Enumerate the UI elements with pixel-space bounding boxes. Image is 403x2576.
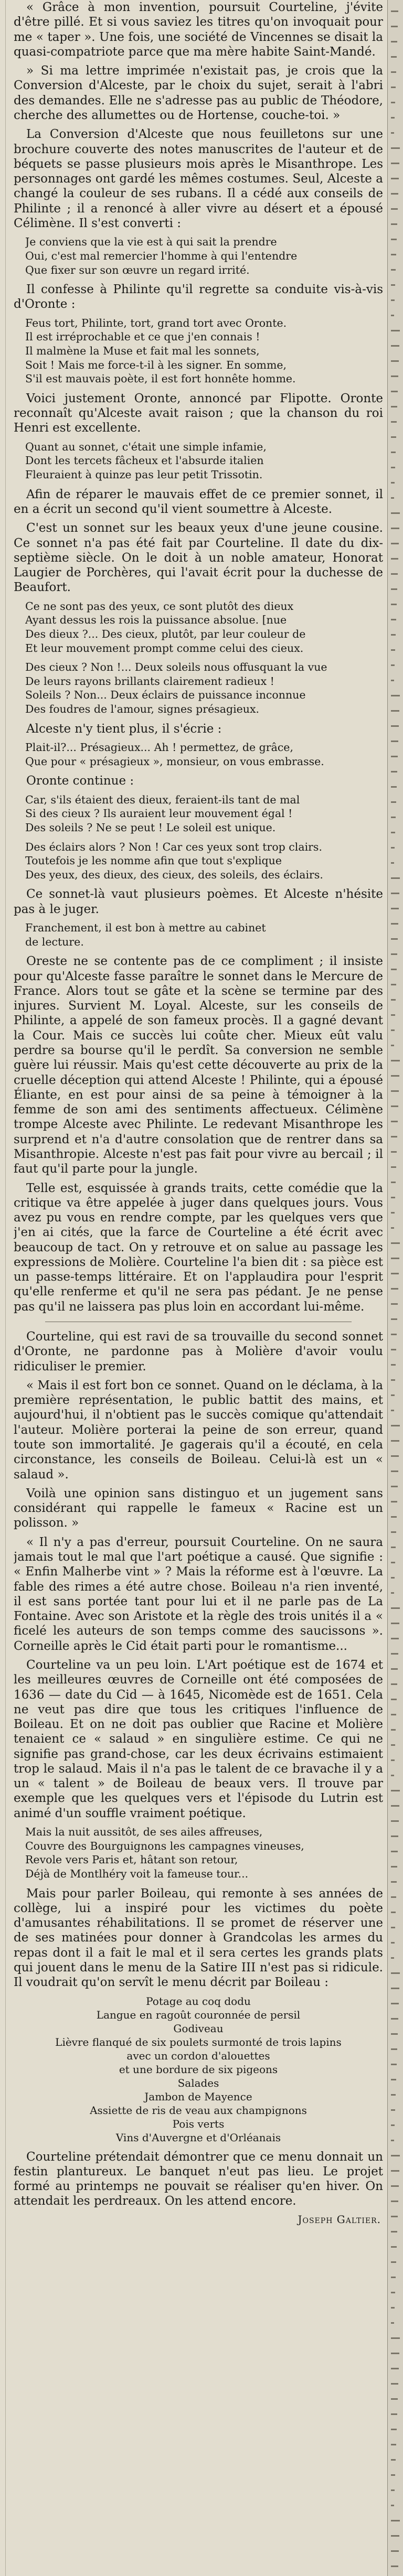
adjacent-text-fragment — [391, 877, 400, 879]
adjacent-text-fragment — [391, 1699, 397, 1700]
adjacent-text-fragment — [391, 1242, 400, 1244]
article-paragraph: Courteline, qui est ravi de sa trouvaille du second sonnet d'Oronte, ne pardonne pas à Molière d'avoir voulu ridiculiser le premier. — [14, 1330, 383, 1373]
adjacent-text-fragment — [391, 999, 396, 1001]
adjacent-text-fragment — [391, 1683, 397, 1685]
adjacent-text-fragment — [391, 223, 397, 225]
adjacent-text-fragment — [391, 330, 400, 331]
adjacent-text-fragment — [391, 1881, 397, 1883]
adjacent-text-fragment — [391, 391, 398, 392]
adjacent-text-fragment — [391, 87, 396, 88]
adjacent-text-fragment — [391, 528, 399, 529]
adjacent-text-fragment — [391, 1394, 395, 1396]
verse-line: Il est irréprochable et ce que j'en connais ! — [25, 330, 260, 344]
adjacent-text-fragment — [391, 406, 397, 407]
adjacent-text-fragment — [391, 1288, 398, 1290]
verse-line: Feus tort, Philinte, tort, grand tort avec Oronte. — [25, 316, 287, 329]
adjacent-text-fragment — [391, 2550, 399, 2552]
adjacent-text-fragment — [391, 2033, 398, 2035]
adjacent-text-fragment — [391, 1836, 398, 1837]
adjacent-text-fragment — [391, 239, 397, 240]
verse-line: Couvre des Bourguignons les campagnes vineuses, — [25, 1839, 304, 1852]
adjacent-text-fragment — [391, 1212, 395, 1214]
adjacent-text-fragment — [391, 1775, 394, 1776]
adjacent-text-fragment — [391, 1182, 396, 1183]
adjacent-text-fragment — [391, 1197, 395, 1198]
article-paragraph: Mais pour parler Boileau, qui remonte à ses années de collège, lui a inspiré pour les victimes du poète d'amusantes réhabilitations. Il se promet de réserver une de ses matinées pour donner à Grandcolas les armes du repas dont il a fait le mal et il sera certes les grands plats qui jouent dans le menu de la Satire III n'est pas si ridicule. Il voudrait qu'on servît le menu décrit par Boileau : — [14, 1886, 383, 1990]
menu-item: Godiveau — [173, 2022, 224, 2035]
adjacent-text-fragment — [391, 680, 394, 681]
adjacent-text-fragment — [391, 452, 396, 453]
verse-quote — [14, 793, 383, 882]
verse-quote — [14, 740, 383, 768]
adjacent-text-fragment — [391, 1227, 394, 1229]
adjacent-text-fragment — [391, 938, 398, 940]
adjacent-text-fragment — [391, 786, 397, 788]
verse-quote — [14, 235, 383, 277]
adjacent-text-fragment — [391, 1653, 398, 1655]
author-signature: Joseph Galtier. — [298, 2213, 381, 2226]
adjacent-text-fragment — [391, 360, 399, 362]
adjacent-text-fragment — [391, 1486, 398, 1487]
verse-line: Mais la nuit aussitôt, de ses ailes affreuses, — [25, 1826, 263, 1839]
article-paragraph: C'est un sonnet sur les beaux yeux d'une jeune cousine. Ce sonnet n'a pas été fait par Courteline. Il date du dix-septième siècle. On le doit à un noble amateur, Honorat Laugier de Porchères, qui l'avait écrit pour la duchesse de Beaufort. — [14, 521, 383, 595]
adjacent-text-fragment — [391, 1805, 399, 1807]
adjacent-text-fragment — [391, 2018, 398, 2020]
article-paragraph: La Conversion d'Alceste que nous feuilletons sur une brochure couverte des notes manuscrites de l'auteur et de béquets se passe plusieurs mois après le Misanthrope. Les personnages ont gardé les mêmes costumes. Seul, Alceste a changé la couleur de ses rubans. Il a cédé aux conseils de Philinte ; il a renoncé à aller vivre au désert et a épousé Célimène. Il s'est converti : — [14, 127, 383, 230]
adjacent-text-fragment — [391, 1957, 394, 1959]
adjacent-text-fragment — [391, 771, 397, 772]
adjacent-text-fragment — [391, 558, 398, 560]
verse-line: Je conviens que la vie est à qui sait la prendre — [25, 235, 277, 249]
adjacent-text-fragment — [391, 1547, 396, 1548]
adjacent-text-fragment — [391, 1029, 395, 1031]
verse-line: Des yeux, des dieux, des cieux, des soleils, des éclairs. — [25, 868, 323, 881]
article-paragraph: Il confesse à Philinte qu'il regrette sa conduite vis-à-vis d'Oronte : — [14, 283, 383, 312]
menu-item: Assiette de ris de veau aux champignons — [90, 2103, 307, 2117]
adjacent-text-fragment — [391, 2474, 395, 2476]
adjacent-text-fragment — [391, 56, 397, 58]
adjacent-text-fragment — [391, 1303, 398, 1305]
adjacent-text-fragment — [391, 2337, 400, 2339]
adjacent-text-fragment — [391, 315, 394, 316]
adjacent-text-fragment — [391, 604, 397, 605]
adjacent-text-fragment — [391, 1014, 395, 1016]
adjacent-column-edge — [387, 0, 403, 2576]
adjacent-text-fragment — [391, 1364, 396, 1366]
adjacent-text-fragment — [391, 2566, 398, 2567]
adjacent-text-fragment — [391, 893, 399, 894]
adjacent-text-fragment — [391, 269, 396, 271]
adjacent-text-fragment — [391, 2307, 395, 2309]
verse-line: Des dieux ?... Des cieux, plutôt, par leur couleur de — [25, 627, 306, 640]
adjacent-text-fragment — [391, 2368, 399, 2369]
adjacent-text-fragment — [391, 10, 398, 12]
adjacent-text-fragment — [391, 1425, 400, 1426]
adjacent-text-fragment — [391, 953, 397, 955]
adjacent-text-fragment — [391, 147, 400, 149]
menu-item: Potage au coq dodu — [146, 1994, 251, 2008]
adjacent-text-fragment — [391, 208, 398, 210]
article-paragraph: Telle est, esquissée à grands traits, cette comédie que la critique va être appelée à juger dans quelques jours. Vous avez pu vous en rendre compte, par les quelques vers que j'en ai cités, que la farce de Courteline a été écrit avec beaucoup de tact. On y retrouve et on salue au passage les expressions de Molière. Courteline l'a bien dit : sa pièce est un passe-temps littéraire. Et on l'applaudira pour l'esprit qu'elle renferme et qu'il ne sera pas pédant. Je ne pense pas qu'il ne laissera pas plus loin en accordant lui-même. — [14, 1181, 383, 1314]
article-paragraph: Oronte continue : — [26, 774, 134, 788]
adjacent-text-fragment — [391, 2277, 396, 2278]
adjacent-text-fragment — [391, 254, 396, 255]
adjacent-text-fragment — [391, 512, 400, 514]
verse-quote — [14, 599, 383, 716]
verse-quote — [14, 921, 383, 949]
adjacent-text-fragment — [391, 467, 395, 468]
adjacent-text-fragment — [391, 695, 400, 696]
verse-line: Revole vers Paris et, hâtant son retour, — [25, 1853, 238, 1866]
adjacent-text-fragment — [391, 1151, 397, 1153]
adjacent-text-fragment — [391, 710, 399, 712]
adjacent-text-fragment — [391, 2459, 396, 2461]
adjacent-text-fragment — [391, 1562, 395, 1563]
verse-line: Des soleils ? Ne se peut ! Le soleil est unique. — [25, 821, 276, 834]
verse-line: Des éclairs alors ? Non ! Car ces yeux sont trop clairs. — [25, 840, 322, 853]
adjacent-text-fragment — [391, 1531, 396, 1533]
menu-item: et une bordure de six pigeons — [119, 2063, 278, 2076]
adjacent-text-fragment — [391, 2261, 396, 2263]
article-paragraph: Voilà une opinion sans distinguo et un jugement sans considérant qui rappelle le fameux « Racine est un polisson. » — [14, 1486, 383, 1530]
adjacent-text-fragment — [391, 1729, 396, 1731]
adjacent-text-fragment — [391, 862, 394, 864]
adjacent-text-fragment — [391, 2216, 398, 2217]
adjacent-text-fragment — [391, 1638, 399, 1639]
verse-line: Franchement, il est bon à mettre au cabinet — [25, 921, 266, 935]
adjacent-text-fragment — [391, 817, 396, 818]
adjacent-text-fragment — [391, 1972, 400, 1974]
article-column — [14, 0, 383, 2576]
adjacent-text-fragment — [391, 1471, 398, 1472]
adjacent-text-fragment — [391, 1927, 395, 1928]
verse-line: Si des cieux ? Ils auraient leur mouvement égal ! — [25, 807, 293, 820]
adjacent-text-fragment — [391, 132, 394, 134]
adjacent-text-fragment — [391, 2048, 397, 2050]
verse-line: Fleuraient à quinze pas leur petit Trissotin. — [25, 468, 263, 481]
article-paragraph: » Si ma lettre imprimée n'existait pas, je crois que la Conversion d'Alceste, par le choix du sujet, serait à l'abri des demandes. Elle ne s'adresse pas au public de Théodore, cherche des allumettes ou de Hortense, couche-toi. » — [14, 64, 383, 122]
adjacent-text-fragment — [391, 1075, 399, 1077]
adjacent-text-fragment — [391, 984, 396, 985]
article-paragraph: « Grâce à mon invention, poursuit Courteline, j'évite d'être pillé. Et si vous saviez les titres qu'on invoquait pour me « taper ». Une fois, une société de Vincennes se disait la quasi-compatriote parce que ma mère habite Saint-Mandé. — [14, 1, 383, 59]
adjacent-text-fragment — [391, 284, 395, 286]
adjacent-text-fragment — [391, 345, 399, 347]
menu-list — [14, 1994, 383, 2144]
verse-quote — [14, 316, 383, 386]
adjacent-text-fragment — [391, 2094, 396, 2096]
adjacent-text-fragment — [391, 2124, 395, 2126]
verse-line: S'il est mauvais poète, il est fort honnête homme. — [25, 372, 296, 385]
adjacent-text-fragment — [391, 2444, 396, 2445]
adjacent-text-fragment — [391, 969, 397, 970]
adjacent-text-fragment — [391, 1334, 397, 1335]
adjacent-text-fragment — [391, 2322, 394, 2324]
adjacent-text-fragment — [391, 1592, 394, 1594]
menu-item: avec un cordon d'alouettes — [126, 2049, 270, 2062]
article-paragraph: Ce sonnet-là vaut plusieurs poèmes. Et Alceste n'hésite pas à le juger. — [14, 887, 383, 916]
adjacent-text-fragment — [391, 497, 394, 499]
adjacent-text-fragment — [391, 178, 399, 179]
adjacent-text-fragment — [391, 740, 398, 742]
adjacent-text-fragment — [391, 2505, 394, 2506]
verse-line: de lecture. — [25, 935, 84, 948]
adjacent-text-fragment — [391, 1258, 399, 1259]
adjacent-text-fragment — [391, 163, 399, 164]
adjacent-text-fragment — [391, 1090, 399, 1092]
adjacent-text-fragment — [391, 2155, 400, 2156]
adjacent-text-fragment — [391, 832, 395, 833]
adjacent-text-fragment — [391, 2398, 398, 2400]
verse-line: Des foudres de l'amour, signes présagieux. — [25, 703, 260, 716]
verse-line: Ce ne sont pas des yeux, ce sont plutôt des dieux — [25, 599, 294, 613]
adjacent-text-fragment — [391, 2170, 399, 2172]
adjacent-text-fragment — [391, 1714, 396, 1715]
adjacent-text-fragment — [391, 2246, 397, 2248]
adjacent-text-fragment — [391, 573, 398, 575]
adjacent-text-fragment — [391, 2201, 398, 2202]
adjacent-text-fragment — [391, 2429, 397, 2430]
adjacent-text-fragment — [391, 41, 397, 42]
adjacent-text-fragment — [391, 634, 396, 636]
adjacent-text-fragment — [391, 1988, 399, 1989]
adjacent-text-fragment — [391, 847, 395, 849]
menu-item: Salades — [177, 2076, 219, 2089]
adjacent-text-fragment — [391, 71, 396, 73]
adjacent-text-fragment — [391, 2140, 394, 2141]
adjacent-text-fragment — [391, 2520, 400, 2521]
verse-line: Toutefois je les nomme afin que tout s'explique — [25, 854, 282, 867]
adjacent-text-fragment — [391, 2489, 395, 2491]
verse-line: Des cieux ? Non !... Deux soleils nous offusquant la vue — [25, 661, 327, 674]
adjacent-text-fragment — [391, 1759, 395, 1761]
adjacent-text-fragment — [391, 1896, 396, 1898]
adjacent-text-fragment — [391, 725, 399, 727]
adjacent-text-fragment — [391, 1744, 395, 1746]
adjacent-text-fragment — [391, 908, 399, 909]
adjacent-text-fragment — [391, 102, 395, 103]
verse-line: Oui, c'est mal remercier l'homme à qui l'entendre — [25, 249, 298, 262]
verse-line — [25, 655, 383, 660]
adjacent-text-fragment — [391, 1440, 399, 1442]
column-rule — [5, 0, 6, 2576]
adjacent-text-fragment — [391, 1136, 397, 1137]
article-paragraph: « Mais il est fort bon ce sonnet. Quand on le déclama, à la première représentation, le public battit des mains, et aujourd'hui, il n'obtient pas le succès comique qu'attendait l'auteur. Molière porterai la peine de son erreur, quand toute son immortalité. Je gagerais qu'il a écouté, en cela circonstance, les conseils de Boileau. Celui-là est un « salaud ». — [14, 1378, 383, 1482]
adjacent-text-fragment — [391, 2231, 397, 2232]
adjacent-text-fragment — [391, 1623, 399, 1624]
adjacent-text-fragment — [391, 756, 398, 757]
verse-line: De leurs rayons brillants clairement radieux ! — [25, 674, 274, 688]
adjacent-text-fragment — [391, 1060, 400, 1061]
adjacent-text-fragment — [391, 649, 395, 651]
verse-line: Déjà de Montlhéry voit la fameuse tour... — [25, 1867, 249, 1880]
adjacent-text-fragment — [391, 2292, 395, 2293]
verse-line: Que fixer sur son œuvre un regard irrité. — [25, 263, 250, 276]
adjacent-text-fragment — [391, 801, 396, 803]
adjacent-text-fragment — [391, 1166, 396, 1168]
verse-line: Car, s'ils étaient des dieux, feraient-ils tant de mal — [25, 793, 300, 806]
adjacent-text-fragment — [391, 2109, 395, 2111]
verse-line: Quant au sonnet, c'était une simple infamie, — [25, 440, 267, 453]
menu-item: Lièvre flanqué de six poulets surmonté de trois lapins — [55, 2035, 342, 2048]
adjacent-text-fragment — [391, 1105, 398, 1107]
menu-item: Pois verts — [172, 2117, 225, 2130]
adjacent-text-fragment — [391, 421, 397, 423]
adjacent-text-fragment — [391, 26, 398, 27]
menu-item: Langue en ragoût couronnée de persil — [96, 2008, 301, 2021]
verse-line: Ayant dessus les rois la puissance absolue. [nue — [25, 614, 287, 627]
adjacent-text-fragment — [391, 1942, 395, 1944]
adjacent-text-fragment — [391, 2383, 398, 2385]
adjacent-text-fragment — [391, 2535, 399, 2537]
adjacent-text-fragment — [391, 543, 399, 544]
article-paragraph: Courteline prétendait démontrer que ce menu donnait un festin plantureux. Le banquet n'eut pas lieu. Le projet formé au printemps ne pouvait se réaliser qu'en hiver. On attendait les perdreaux. On les attend encore. — [14, 2150, 383, 2208]
verse-line: Dont les tercets fâcheux et l'absurde italien — [25, 454, 264, 467]
adjacent-text-fragment — [391, 2413, 397, 2415]
adjacent-text-fragment — [391, 1668, 398, 1670]
menu-item: Jambon de Mayence — [144, 2090, 252, 2103]
adjacent-text-fragment — [391, 1820, 399, 1822]
menu-item: Vins d'Auvergne et d'Orléanais — [115, 2131, 281, 2144]
adjacent-text-fragment — [391, 299, 395, 301]
article-paragraph: Courteline va un peu loin. L'Art poétique est de 1674 et les meilleures œuvres de Corneille ont été composées de 1636 — date du Cid — à 1645, Nicomède est de 1651. Cela ne veut pas dire que tous les critiques l'influence de Boileau. Et on ne doit pas oublier que Racine et Molière tenaient ce « salaud » en singulière estime. Ce qui ne signifie pas grand-chose, car les deux écrivains estimaient trop le salaud. Mais il n'a pas le talent de ce bravache il y a un « talent » de Boileau de beaux vers. Il trouve par exemple que les quelques vers et l'épisode du Lutrin est animé d'un souffle vraiment poétique. — [14, 1658, 383, 1820]
adjacent-text-fragment — [391, 2185, 399, 2187]
adjacent-text-fragment — [391, 2353, 399, 2354]
adjacent-text-fragment — [391, 619, 396, 620]
adjacent-text-fragment — [391, 1912, 396, 1913]
adjacent-text-fragment — [391, 1851, 398, 1852]
adjacent-text-fragment — [391, 1455, 399, 1457]
adjacent-text-fragment — [391, 588, 397, 590]
adjacent-text-fragment — [391, 2064, 397, 2065]
adjacent-text-fragment — [391, 1273, 399, 1274]
adjacent-text-fragment — [391, 1516, 397, 1518]
article-paragraph: Voici justement Oronte, annoncé par Flipotte. Oronte reconnaît qu'Alceste avait raison ; que la chanson du roi Henri est excellente. — [14, 391, 383, 435]
adjacent-text-fragment — [391, 923, 398, 925]
adjacent-text-fragment — [391, 1410, 394, 1411]
adjacent-text-fragment — [391, 1607, 400, 1609]
adjacent-text-fragment — [391, 1790, 400, 1791]
adjacent-text-fragment — [391, 117, 395, 119]
verse-line: Soit ! Mais me force-t-il à les signer. En somme, — [25, 358, 287, 371]
adjacent-text-fragment — [391, 193, 398, 195]
verse-line: Que pour « présagieux », monsieur, on vous embrasse. — [25, 755, 324, 768]
article-paragraph: « Il n'y a pas d'erreur, poursuit Courteline. On ne saura jamais tout le mal que l'art poétique a causé. Que signifie : « Enfin Malherbe vint » ? Mais la réforme est à l'œuvre. La fable des rimes a été autre chose. Boileau n'a rien inventé, il est sans portée tant pour lui et il ne parle pas de La Fontaine. Avec son Aristote et la règle des trois unités il a « ficelé les auteurs de son temps comme des saucissons ». Corneille après le Cid était parti pour le romantisme... — [14, 1535, 383, 1653]
verse-line: Soleils ? Non... Deux éclairs de puissance inconnue — [25, 689, 306, 702]
verse-line: Il malmène la Muse et fait mal les sonnets, — [25, 344, 260, 357]
article-paragraph: Afin de réparer le mauvais effet de ce premier sonnet, il en a écrit un second qu'il vient soumettre à Alceste. — [14, 487, 383, 516]
adjacent-text-fragment — [391, 436, 396, 438]
adjacent-text-fragment — [391, 664, 395, 666]
adjacent-text-fragment — [391, 1318, 397, 1320]
verse-line — [25, 835, 383, 840]
adjacent-text-fragment — [391, 1379, 395, 1381]
verse-quote — [14, 440, 383, 482]
adjacent-text-fragment — [391, 2079, 396, 2080]
article-paragraph: Alceste n'y tient plus, il s'écrie : — [26, 722, 222, 736]
verse-line: Plait-il?... Présagieux... Ah ! permettez, de grâce, — [25, 741, 293, 754]
article-paragraph: Oreste ne se contente pas de ce compliment ; il insiste pour qu'Alceste fasse paraître le sonnet dans le Mercure de France. Alors tout se gâte et la scène se termine par des injures. Survient M. Loyal. Alceste, sur les conseils de Philinte, a appelé de son fameux procès. Il a gagné devant la Cour. Mais ce succès lui coûte cher. Mieux eût valu perdre sa bourse qu'il le perdît. Sa conversion ne semble guère lui réussir. Mais qu'est cette découverte au prix de la cruelle déception qui attend Alceste ! Philinte, qui a épousé Éliante, en est pour ainsi de sa peine à témoigner à la femme de son ami des sentiments affectueux. Célimène trompe Alceste avec Philinte. Le redevant Misanthrope les surprend et n'a d'autre consolation que de rentrer dans sa Misanthropie. Alceste n'est pas fait pour vivre au bercail ; il faut qu'il parte pour la jungle. — [14, 954, 383, 1176]
adjacent-text-fragment — [391, 1045, 394, 1046]
adjacent-text-fragment — [391, 375, 398, 377]
adjacent-text-fragment — [391, 1349, 396, 1350]
adjacent-text-fragment — [391, 1501, 397, 1502]
adjacent-text-fragment — [391, 1866, 397, 1867]
adjacent-text-fragment — [391, 2003, 399, 2004]
adjacent-text-fragment — [391, 1577, 395, 1579]
verse-quote — [14, 1825, 383, 1881]
adjacent-text-fragment — [391, 482, 395, 484]
verse-line: Et leur mouvement prompt comme celui des cieux. — [25, 641, 304, 654]
adjacent-text-fragment — [391, 1121, 398, 1122]
